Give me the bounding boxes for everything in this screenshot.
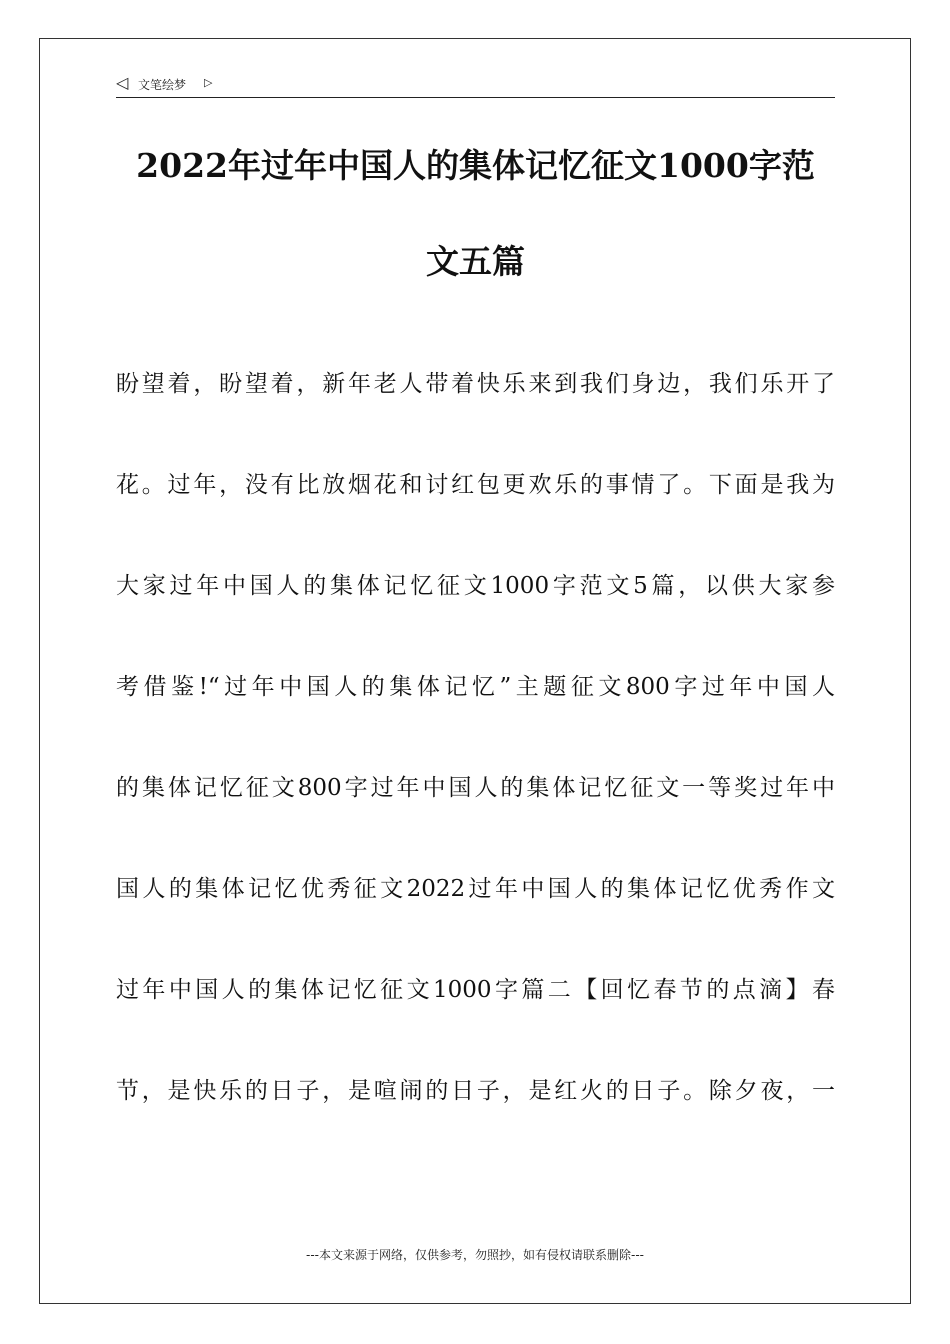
body-line-5: 的集体记忆征文800字过年中国人的集体记忆征文一等奖过年中 xyxy=(116,775,835,801)
document-title xyxy=(116,118,835,310)
body-line-8: 节，是快乐的日子，是喧闹的日子，是红火的日子。除夕夜，一 xyxy=(116,1078,835,1104)
body-line-7: 过年中国人的集体记忆征文1000字篇二【回忆春节的点滴】春 xyxy=(116,977,835,1003)
body-line-6: 国人的集体记忆优秀征文2022过年中国人的集体记忆优秀作文 xyxy=(116,876,835,902)
triangle-left-icon: ◁ xyxy=(116,73,129,92)
body-line-3: 大家过年中国人的集体记忆征文1000字范文5篇，以供大家参 xyxy=(116,573,835,599)
body-paragraph xyxy=(116,350,835,1158)
page-footer: ---本文来源于网络，仅供参考，勿照抄，如有侵权请联系删除--- xyxy=(306,1248,644,1262)
body-line-2: 花。过年，没有比放烟花和讨红包更欢乐的事情了。下面是我为 xyxy=(116,472,835,498)
triangle-right-icon: ▷ xyxy=(204,76,213,89)
body-line-4: 考借鉴!“过年中国人的集体记忆”主题征文800字过年中国人 xyxy=(116,674,835,700)
body-line-1: 盼望着，盼望着，新年老人带着快乐来到我们身边，我们乐开了 xyxy=(116,371,835,397)
page-header xyxy=(116,72,835,98)
header-label: 文笔绘梦 xyxy=(138,78,187,92)
title-line-1: 2022年过年中国人的集体记忆征文1000字范 xyxy=(136,146,815,185)
title-line-2: 文五篇 xyxy=(426,242,525,281)
